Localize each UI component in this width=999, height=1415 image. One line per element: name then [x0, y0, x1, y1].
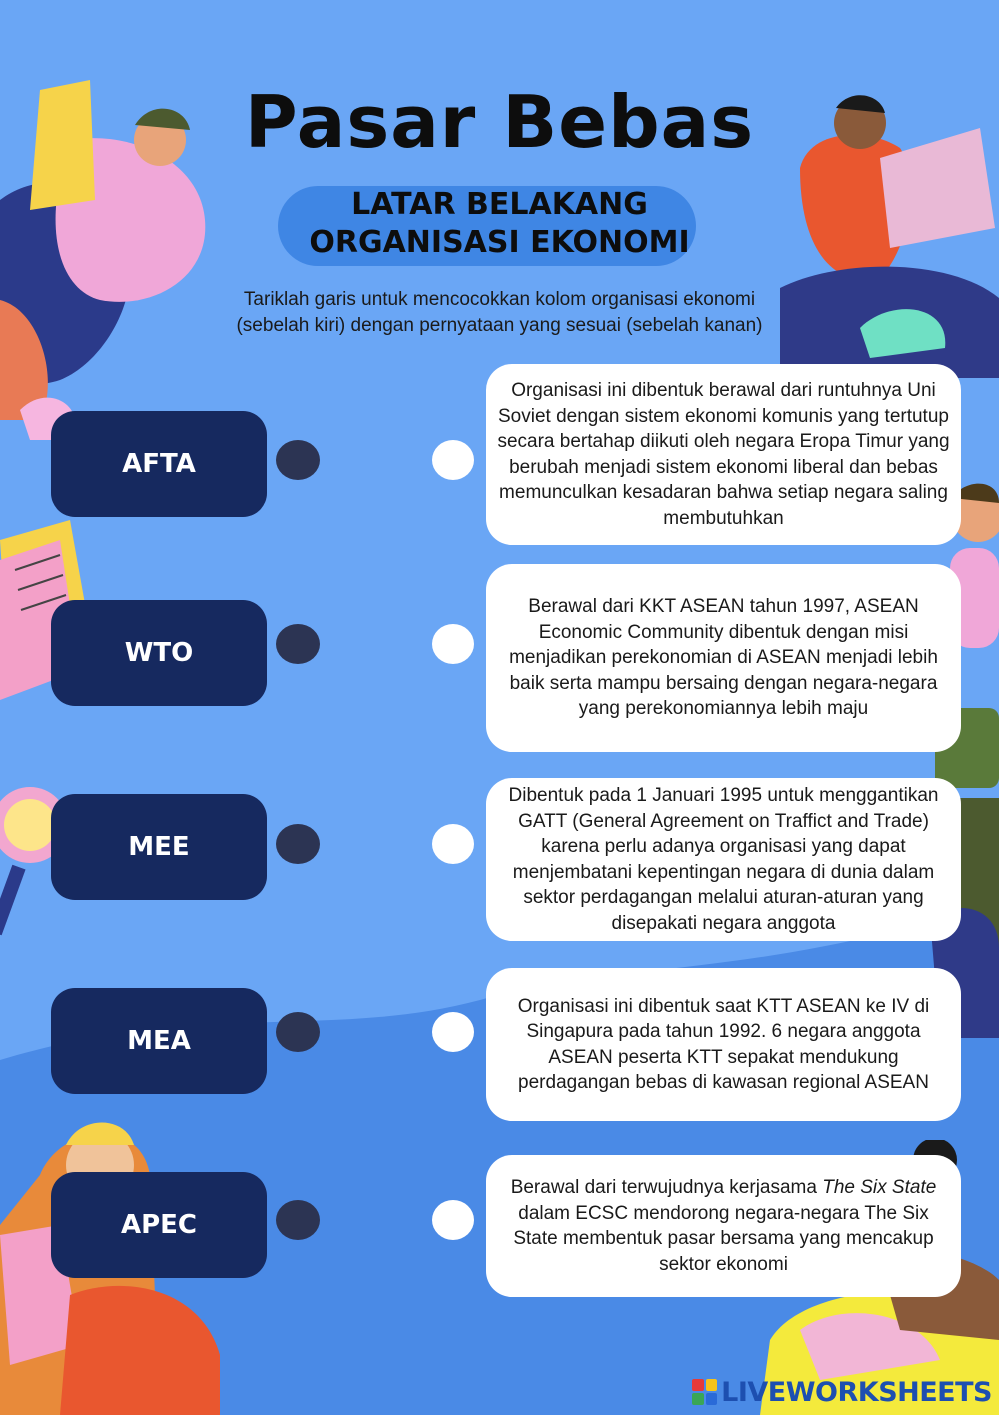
statement-5 [486, 1155, 961, 1297]
org-label-afta: AFTA [51, 411, 267, 517]
match-dot-left-mea[interactable] [276, 1012, 320, 1052]
match-dot-right-5[interactable] [432, 1200, 474, 1240]
statement-2: Berawal dari KKT ASEAN tahun 1997, ASEAN Economic Community dibentuk dengan misi menjadikan perekonomian di ASEAN menjadi lebih baik serta mampu bersaing dengan negara-negara yang perekonomiannya lebih maju [486, 564, 961, 752]
subtitle-line-1: LATAR BELAKANG [351, 187, 648, 222]
match-dot-right-2[interactable] [432, 624, 474, 664]
watermark-text: LIVEWORKSHEETS [721, 1376, 992, 1408]
match-dot-right-4[interactable] [432, 1012, 474, 1052]
liveworksheets-watermark[interactable] [692, 1372, 992, 1412]
statement-5-part-1: Berawal dari terwujudnya kerjasama [510, 1177, 823, 1198]
subtitle-line-2: ORGANISASI EKONOMI [309, 225, 690, 260]
instructions-line-2: (sebelah kiri) dengan pernyataan yang sesuai (sebelah kanan) [236, 315, 763, 336]
subtitle [0, 186, 999, 262]
statement-4: Organisasi ini dibentuk saat KTT ASEAN ke IV di Singapura pada tahun 1992. 6 negara anggota ASEAN peserta KTT sepakat mendukung perdagangan bebas di kawasan regional ASEAN [486, 968, 961, 1121]
match-dot-right-1[interactable] [432, 440, 474, 480]
instructions-line-1: Tariklah garis untuk mencocokkan kolom organisasi ekonomi [243, 289, 756, 310]
match-dot-right-3[interactable] [432, 824, 474, 864]
statement-5-part-2: dalam ECSC mendorong negara-negara The Six State membentuk pasar bersama yang mencakup sektor ekonomi [513, 1202, 934, 1275]
liveworksheets-logo-icon [692, 1379, 717, 1405]
match-dot-left-wto[interactable] [276, 624, 320, 664]
statement-5-italic: The Six State [822, 1177, 937, 1198]
match-dot-left-apec[interactable] [276, 1200, 320, 1240]
statement-1: Organisasi ini dibentuk berawal dari runtuhnya Uni Soviet dengan sistem ekonomi komunis yang tertutup secara bertahap diikuti oleh negara Eropa Timur yang berubah menjadi sistem ekonomi liberal dan bebas memunculkan kesadaran bahwa setiap negara saling membutuhkan [486, 364, 961, 545]
org-label-wto: WTO [51, 600, 267, 706]
org-label-mee: MEE [51, 794, 267, 900]
statement-5-text [494, 1175, 953, 1277]
statement-3: Dibentuk pada 1 Januari 1995 untuk menggantikan GATT (General Agreement on Traffict and Trade) karena perlu adanya organisasi yang dapat menjembatani kepentingan negara di dunia dalam sektor perdagangan melalui aturan-aturan yang disepakati negara anggota [486, 778, 961, 941]
page-title: Pasar Bebas [244, 80, 755, 164]
match-dot-left-afta[interactable] [276, 440, 320, 480]
match-dot-left-mee[interactable] [276, 824, 320, 864]
org-label-apec: APEC [51, 1172, 267, 1278]
reader-illustration-right [930, 478, 999, 1038]
instructions [0, 287, 999, 339]
org-label-mea: MEA [51, 988, 267, 1094]
